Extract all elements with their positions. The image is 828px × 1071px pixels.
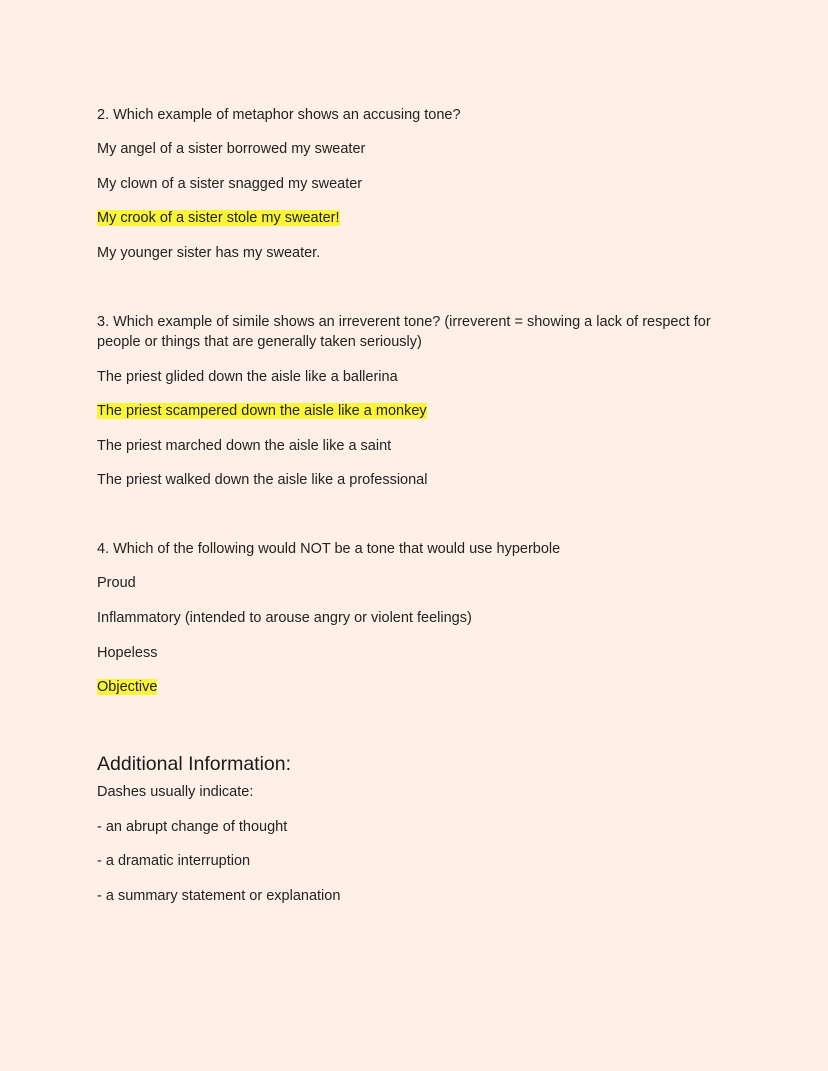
question-2-option-b: My clown of a sister snagged my sweater [97,176,363,192]
question-4-prompt: 4. Which of the following would NOT be a tone that would use hyperbole [97,541,561,557]
dash-use-item: - a dramatic interruption [97,853,251,869]
question-2-option-c-answer [97,208,340,228]
highlighted-answer: My crook of a sister stole my sweater! [97,210,340,226]
question-2-prompt: 2. Which example of metaphor shows an accusing tone? [97,107,461,123]
question-4-option-d-answer [97,677,157,697]
question-4-option-c: Hopeless [97,645,158,661]
dash-use-item: - an abrupt change of thought [97,819,288,835]
additional-info-heading: Additional Information: [97,753,292,775]
question-3-option-c: The priest marched down the aisle like a saint [97,438,392,454]
question-2-option-d: My younger sister has my sweater. [97,245,321,261]
question-4-option-a: Proud [97,575,136,591]
additional-info-intro: Dashes usually indicate: [97,784,254,800]
dash-use-item: - a summary statement or explanation [97,888,341,904]
question-3-prompt: 3. Which example of simile shows an irreverent tone? (irreverent = showing a lack of respect for people or things that are generally taken seriously) [97,314,711,350]
question-3-option-b-answer [97,401,427,421]
question-2-option-a: My angel of a sister borrowed my sweater [97,141,366,157]
highlighted-answer: The priest scampered down the aisle like a monkey [97,403,427,419]
question-4-option-b: Inflammatory (intended to arouse angry or violent feelings) [97,610,472,626]
highlighted-answer: Objective [97,679,158,695]
question-3-option-d: The priest walked down the aisle like a professional [97,472,428,488]
question-3-option-a: The priest glided down the aisle like a ballerina [97,369,398,385]
